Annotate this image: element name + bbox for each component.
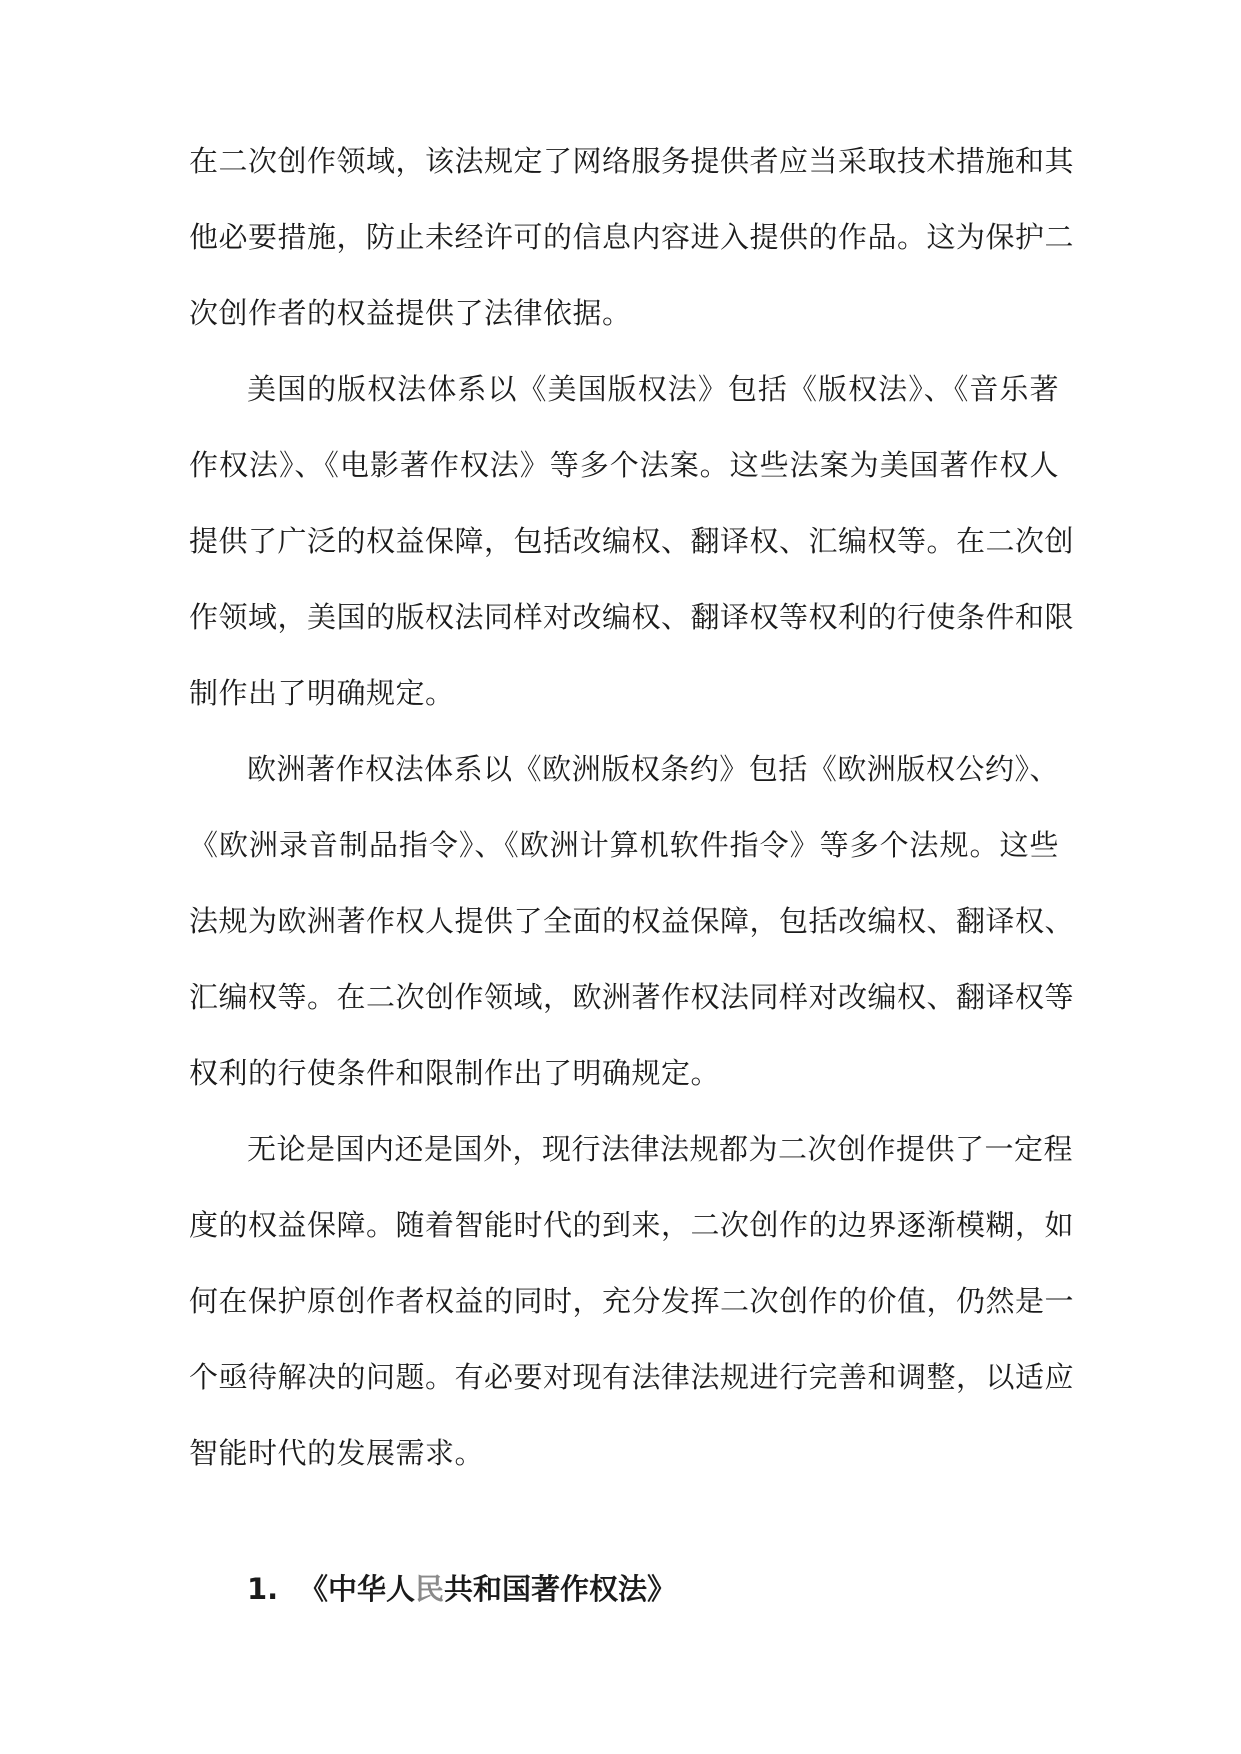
paragraph-1 — [189, 141, 1075, 369]
text-line: 欧洲著作权法体系以《欧洲版权条约》包括《欧洲版权公约》、 — [247, 752, 1059, 786]
text-line: 制作出了明确规定。 — [189, 676, 455, 710]
text-line: 无论是国内还是国外，现行法律法规都为二次创作提供了一定程 — [247, 1132, 1074, 1166]
text-line: 汇编权等。在二次创作领域，欧洲著作权法同样对改编权、翻译权等 — [189, 980, 1075, 1014]
text-line: 智能时代的发展需求。 — [189, 1436, 485, 1470]
paragraph-2 — [189, 369, 1075, 749]
text-line: 作权法》、《电影著作权法》等多个法案。这些法案为美国著作权人 — [189, 448, 1059, 482]
text-line: 个亟待解决的问题。有必要对现有法律法规进行完善和调整，以适应 — [189, 1360, 1075, 1394]
section-heading — [189, 1569, 1059, 1629]
section-spacer — [189, 1509, 1059, 1569]
text-line: 法规为欧洲著作权人提供了全面的权益保障，包括改编权、翻译权、 — [189, 904, 1075, 938]
text-line: 权利的行使条件和限制作出了明确规定。 — [189, 1056, 721, 1090]
paragraph-4 — [189, 1129, 1075, 1509]
section-number: 1. — [247, 1572, 279, 1606]
text-line: 他必要措施，防止未经许可的信息内容进入提供的作品。这为保护二 — [189, 220, 1075, 254]
heading-text-part: 共和国著作权法》 — [444, 1572, 677, 1606]
document-body — [189, 141, 1075, 1629]
text-line: 在二次创作领域，该法规定了网络服务提供者应当采取技术措施和其 — [189, 144, 1075, 178]
text-line: 《欧洲录音制品指令》、《欧洲计算机软件指令》等多个法规。这些 — [189, 828, 1059, 862]
text-line: 次创作者的权益提供了法律依据。 — [189, 296, 632, 330]
heading-text-part: 《中华人 — [299, 1572, 416, 1606]
text-line: 何在保护原创作者权益的同时，充分发挥二次创作的价值，仍然是一 — [189, 1284, 1075, 1318]
heading-text-part: 民 — [415, 1572, 445, 1606]
paragraph-3 — [189, 749, 1075, 1129]
text-line: 美国的版权法体系以《美国版权法》包括《版权法》、《音乐著 — [247, 372, 1059, 406]
text-line: 度的权益保障。随着智能时代的到来，二次创作的边界逐渐模糊，如 — [189, 1208, 1075, 1242]
text-line: 提供了广泛的权益保障，包括改编权、翻译权、汇编权等。在二次创 — [189, 524, 1075, 558]
text-line: 作领域，美国的版权法同样对改编权、翻译权等权利的行使条件和限 — [189, 600, 1075, 634]
